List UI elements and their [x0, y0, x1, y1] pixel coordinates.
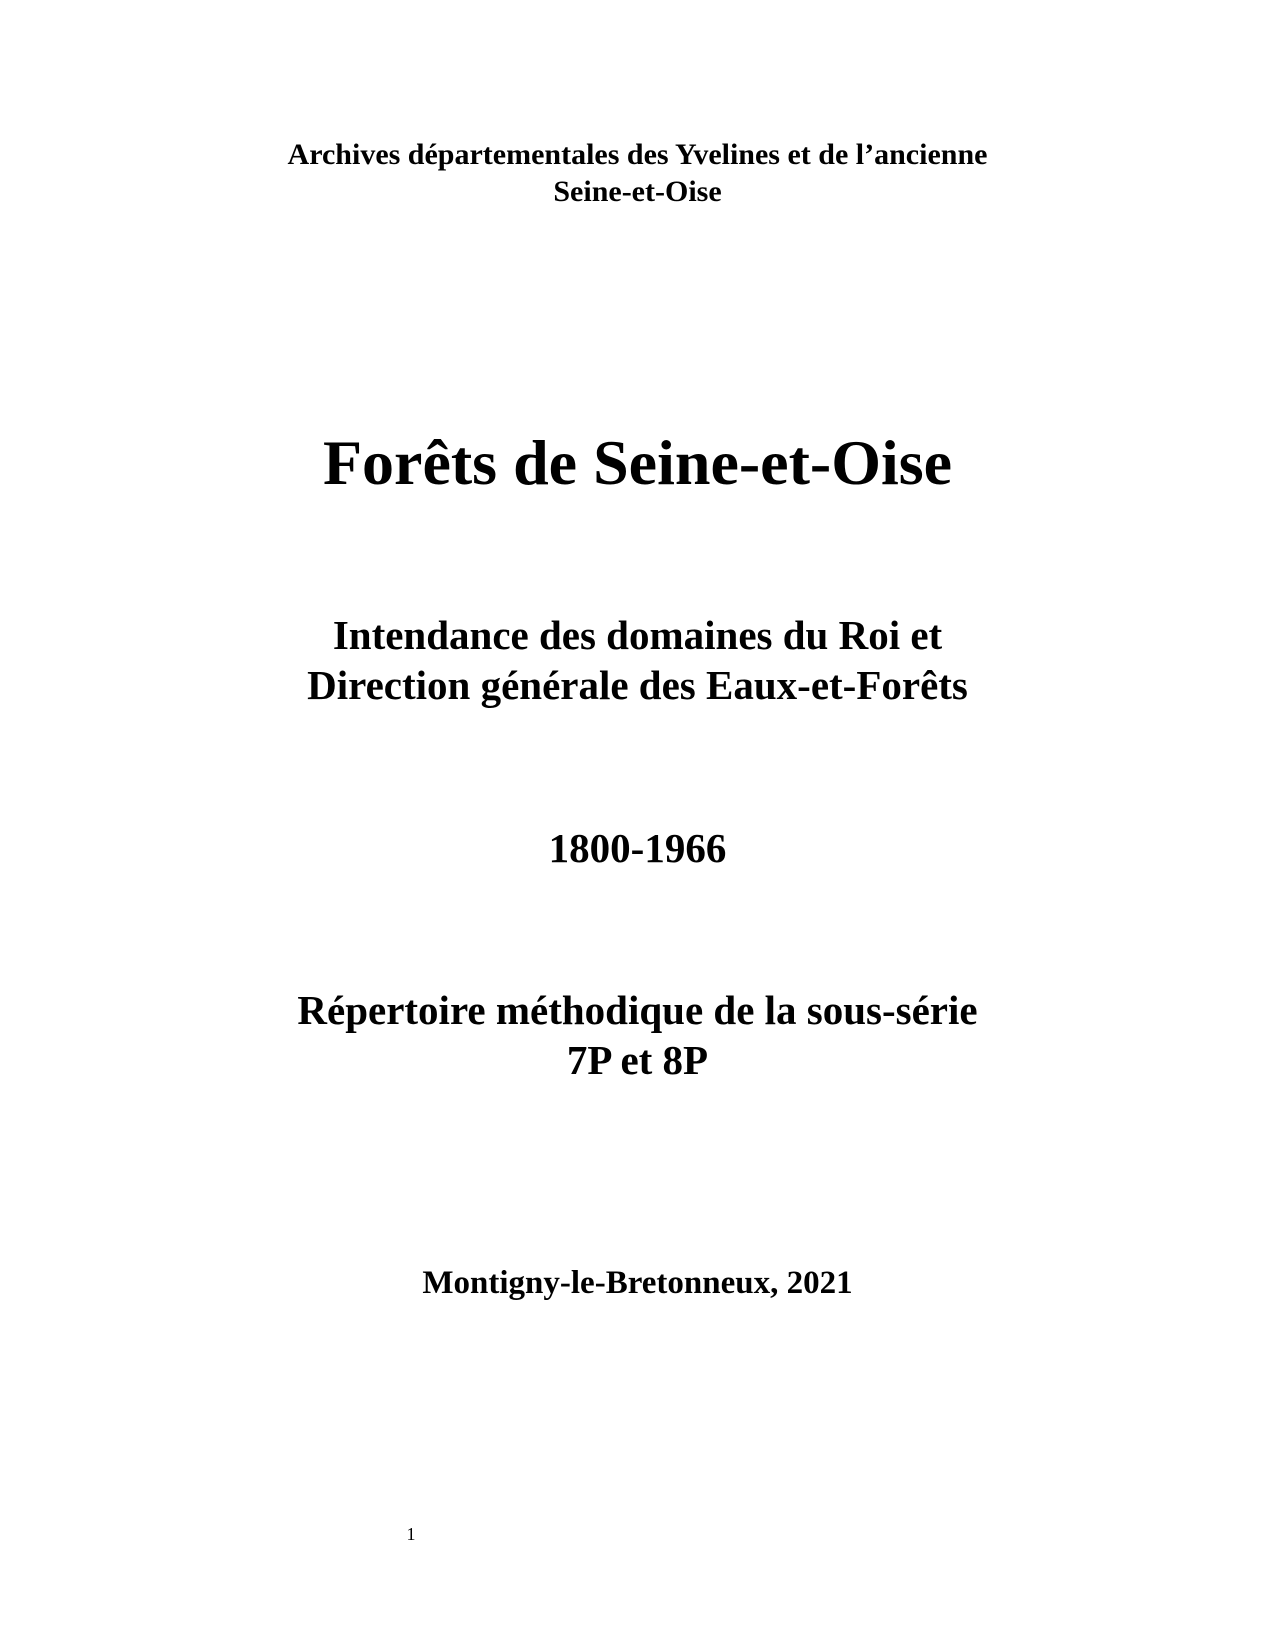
place-and-year: Montigny-le-Bretonneux, 2021 [422, 1265, 853, 1301]
page-number: 1 [406, 1524, 416, 1544]
institution-line-1: Archives départementales des Yvelines et de l’ancienne [287, 138, 988, 171]
document-title: Forêts de Seine-et-Oise [322, 427, 953, 498]
institution-line-2: Seine-et-Oise [553, 175, 722, 208]
subtitle-line-2: Direction générale des Eaux-et-Forêts [307, 662, 968, 708]
subtitle-line-1: Intendance des domaines du Roi et [332, 612, 943, 658]
repertoire-line-2: 7P et 8P [566, 1037, 709, 1083]
document-subtitle [0, 610, 1275, 710]
date-range: 1800-1966 [548, 825, 727, 871]
repertoire-line-1: Répertoire méthodique de la sous-série [297, 987, 978, 1033]
repertoire-heading [0, 985, 1275, 1085]
institution-heading [0, 136, 1275, 210]
